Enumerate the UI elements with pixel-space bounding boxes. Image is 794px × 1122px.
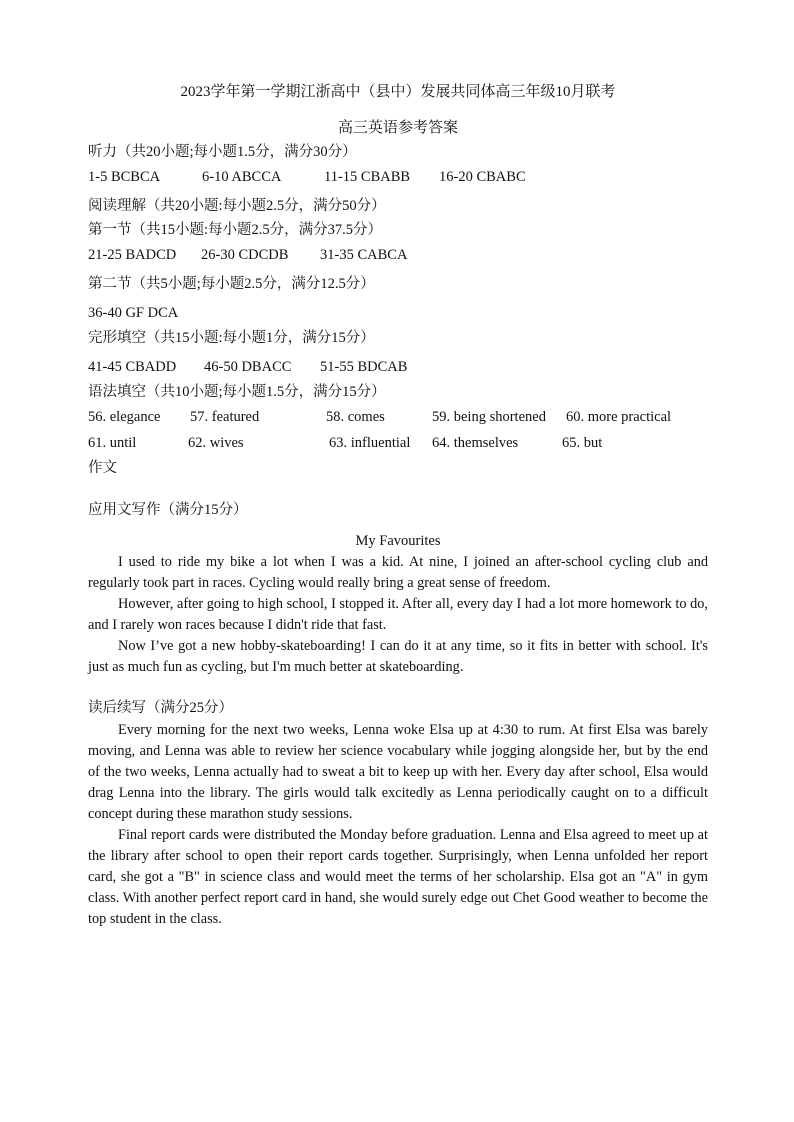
answer-group: 21-25 BADCD — [88, 247, 177, 263]
page-title: 2023学年第一学期江浙高中（县中）发展共同体高三年级10月联考 — [180, 84, 616, 100]
continuation-paragraph: Every morning for the next two weeks, Lenna woke Elsa up at 4:30 to rum. At first Elsa was barely moving, and Lenna was able to review her science vocabulary while jogging alongside her, but by the end of the two weeks, Lenna actually had to sweat a bit to keep up with her. Every day after school, Elsa would drag Lenna into the library. The girls would talk excitedly as Lenna periodically caught on to a difficult concept during these marathon study sessions. — [88, 722, 708, 822]
grammar-answers-row1 — [88, 404, 708, 430]
answer-document — [88, 80, 708, 930]
answer-group: 11-15 CBABB — [324, 169, 411, 185]
grammar-answer: 64. themselves — [432, 435, 519, 451]
grammar-answer: 60. more practical — [566, 409, 672, 425]
answer-group: 31-35 CABCA — [320, 247, 408, 263]
answer-group: 46-50 DBACC — [204, 359, 292, 375]
answer-group: 36-40 GF DCA — [88, 305, 179, 321]
listening-answers — [88, 164, 708, 190]
essay-title: My Favourites — [355, 533, 441, 549]
writing-heading: 作文 — [88, 460, 117, 476]
cloze-heading: 完形填空（共15小题:每小题1分，满分15分） — [88, 330, 375, 346]
page-subtitle: 高三英语参考答案 — [337, 120, 458, 136]
reading-section1-answers — [88, 242, 708, 268]
grammar-answer: 65. but — [562, 435, 603, 451]
grammar-answer: 56. elegance — [88, 409, 161, 425]
essay-paragraph: I used to ride my bike a lot when I was a kid. At nine, I joined an after-school cycling club and regularly took part in races. Cycling would really bring a great sense of freedom. — [88, 554, 708, 591]
continuation-writing-heading: 读后续写（满分25分） — [88, 700, 233, 716]
grammar-answer: 58. comes — [326, 409, 385, 425]
reading-heading: 阅读理解（共20小题:每小题2.5分，满分50分） — [88, 198, 386, 214]
practical-writing-heading: 应用文写作（满分15分） — [88, 502, 248, 518]
reading-section2-heading: 第二节（共5小题;每小题2.5分，满分12.5分） — [88, 276, 375, 292]
essay-paragraph: However, after going to high school, I stopped it. After all, every day I had a lot more homework to do, and I rarely won races because I didn't ride that fast. — [88, 596, 708, 633]
cloze-answers — [88, 354, 708, 380]
grammar-heading: 语法填空（共10小题;每小题1.5分，满分15分） — [88, 384, 386, 400]
grammar-answer: 57. featured — [190, 409, 260, 425]
grammar-answer: 61. until — [88, 435, 137, 451]
answer-group: 16-20 CBABC — [439, 169, 526, 185]
answer-group: 51-55 BDCAB — [320, 359, 408, 375]
listening-heading: 听力（共20小题;每小题1.5分，满分30分） — [88, 144, 357, 160]
grammar-answers-row2 — [88, 430, 708, 456]
reading-section1-heading: 第一节（共15小题:每小题2.5分，满分37.5分） — [88, 222, 383, 238]
reading-section2-answers — [88, 300, 708, 326]
essay-paragraph: Now I’ve got a new hobby-skateboarding! I can do it at any time, so it fits in better with school. It's just as much fun as cycling, but I'm much better at skateboarding. — [88, 638, 708, 675]
answer-group: 26-30 CDCDB — [201, 247, 289, 263]
answer-group: 41-45 CBADD — [88, 359, 177, 375]
grammar-answer: 63. influential — [329, 435, 411, 451]
grammar-answer: 62. wives — [188, 435, 244, 451]
grammar-answer: 59. being shortened — [432, 409, 546, 425]
continuation-paragraph: Final report cards were distributed the Monday before graduation. Lenna and Elsa agreed to meet up at the library after school to open their report cards together. Surprisingly, when Lenna unfolded her report card, she got a "B" in science class and would meet the terms of her scholarship. Elsa got an "A" in gym class. With another perfect report card in hand, she would surely edge out Chet Good weather to become the top student in the class. — [88, 827, 708, 927]
answer-group: 1-5 BCBCA — [88, 169, 161, 185]
answer-group: 6-10 ABCCA — [202, 169, 282, 185]
